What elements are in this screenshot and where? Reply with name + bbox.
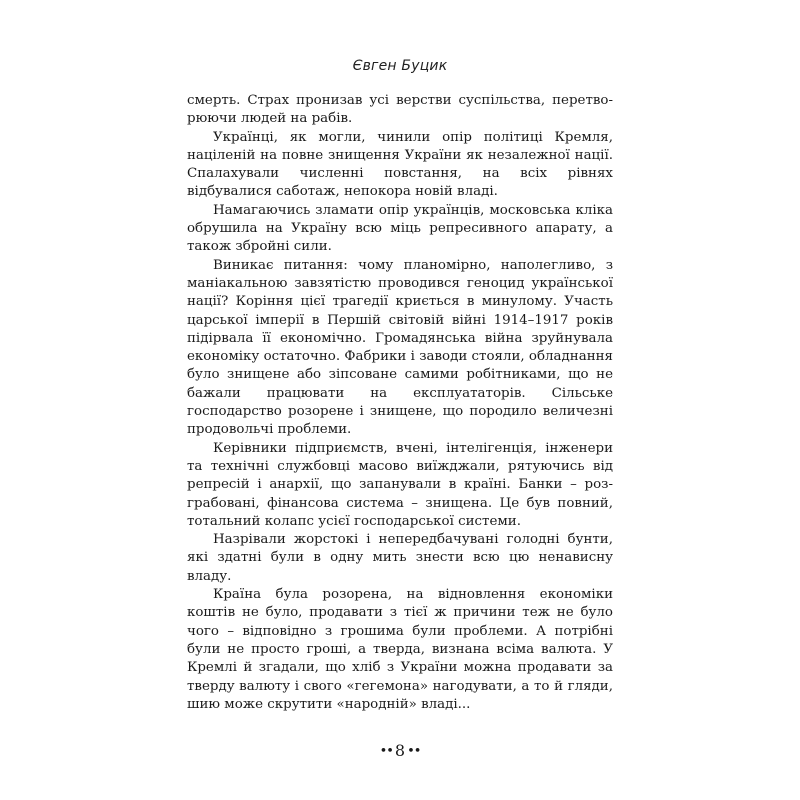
paragraph-4: Виникає питання: чому планомірно, наполегливо, з маніакальною завзятістю проводився геноцид української нації? Коріння цієї трагедії криється в минулому. Участь царської імперії в Першій світовій війні 1914–1917 років підірвала її економічно. Громадянська війна зруйнувала економіку остаточно. Фабрики і заводи стояли, обладнання було знищене або зіпсоване самими робітниками, що не бажали працювати на експлуататорів. Сільське господарство розорене і знищене, що породило величезні продовольчі проблеми. — [187, 257, 613, 438]
folio-ornament-right: •• — [407, 744, 421, 759]
paragraph-5: Керівники підприємств, вчені, інтелігенція, інженери та технічні службовці масово виїжджали, рятуючись від репресій і анархії, що запанували в країні. Банки – розграбовані, фінансова система – знищена. Це був повний, тотальний колапс усієї господарської системи. — [187, 440, 613, 529]
paragraph-1: смерть. Страх пронизав усі верстви суспільства, перетворюючи людей на рабів. — [187, 93, 613, 127]
paragraph-2: Українці, як могли, чинили опір політиці Кремля, націленій на повне знищення України як незалежної нації. Спалахували численні повстання, на всіх рівнях відбувалися саботаж, непокора новій владі. — [187, 129, 613, 200]
body-text — [187, 92, 613, 714]
page-number-value: 8 — [394, 741, 406, 760]
running-head-author: Євген Буцик — [352, 58, 448, 74]
paragraph-3: Намагаючись зламати опір українців, московська кліка обрушила на Україну всю міць репресивного апарату, а також збройні сили. — [187, 202, 613, 255]
folio-ornament-left: •• — [379, 744, 393, 759]
paragraph-7: Країна була розорена, на відновлення економіки коштів не було, продавати з тієї ж причини теж не було чого – відповідно з грошима були проблеми. А потрібні були не просто гроші, а тверда, визнана всіма валюта. У Кремлі й згадали, що хліб з України можна продавати за тверду валюту і свого «гегемона» нагодувати, а то й гляди, шию може скрутити «народній» владі... — [187, 587, 613, 712]
paragraph-6: Назрівали жорстокі і непередбачувані голодні бунти, які здатні були в одну мить знести всю цю ненависну владу. — [187, 532, 613, 584]
page-number — [0, 741, 800, 760]
